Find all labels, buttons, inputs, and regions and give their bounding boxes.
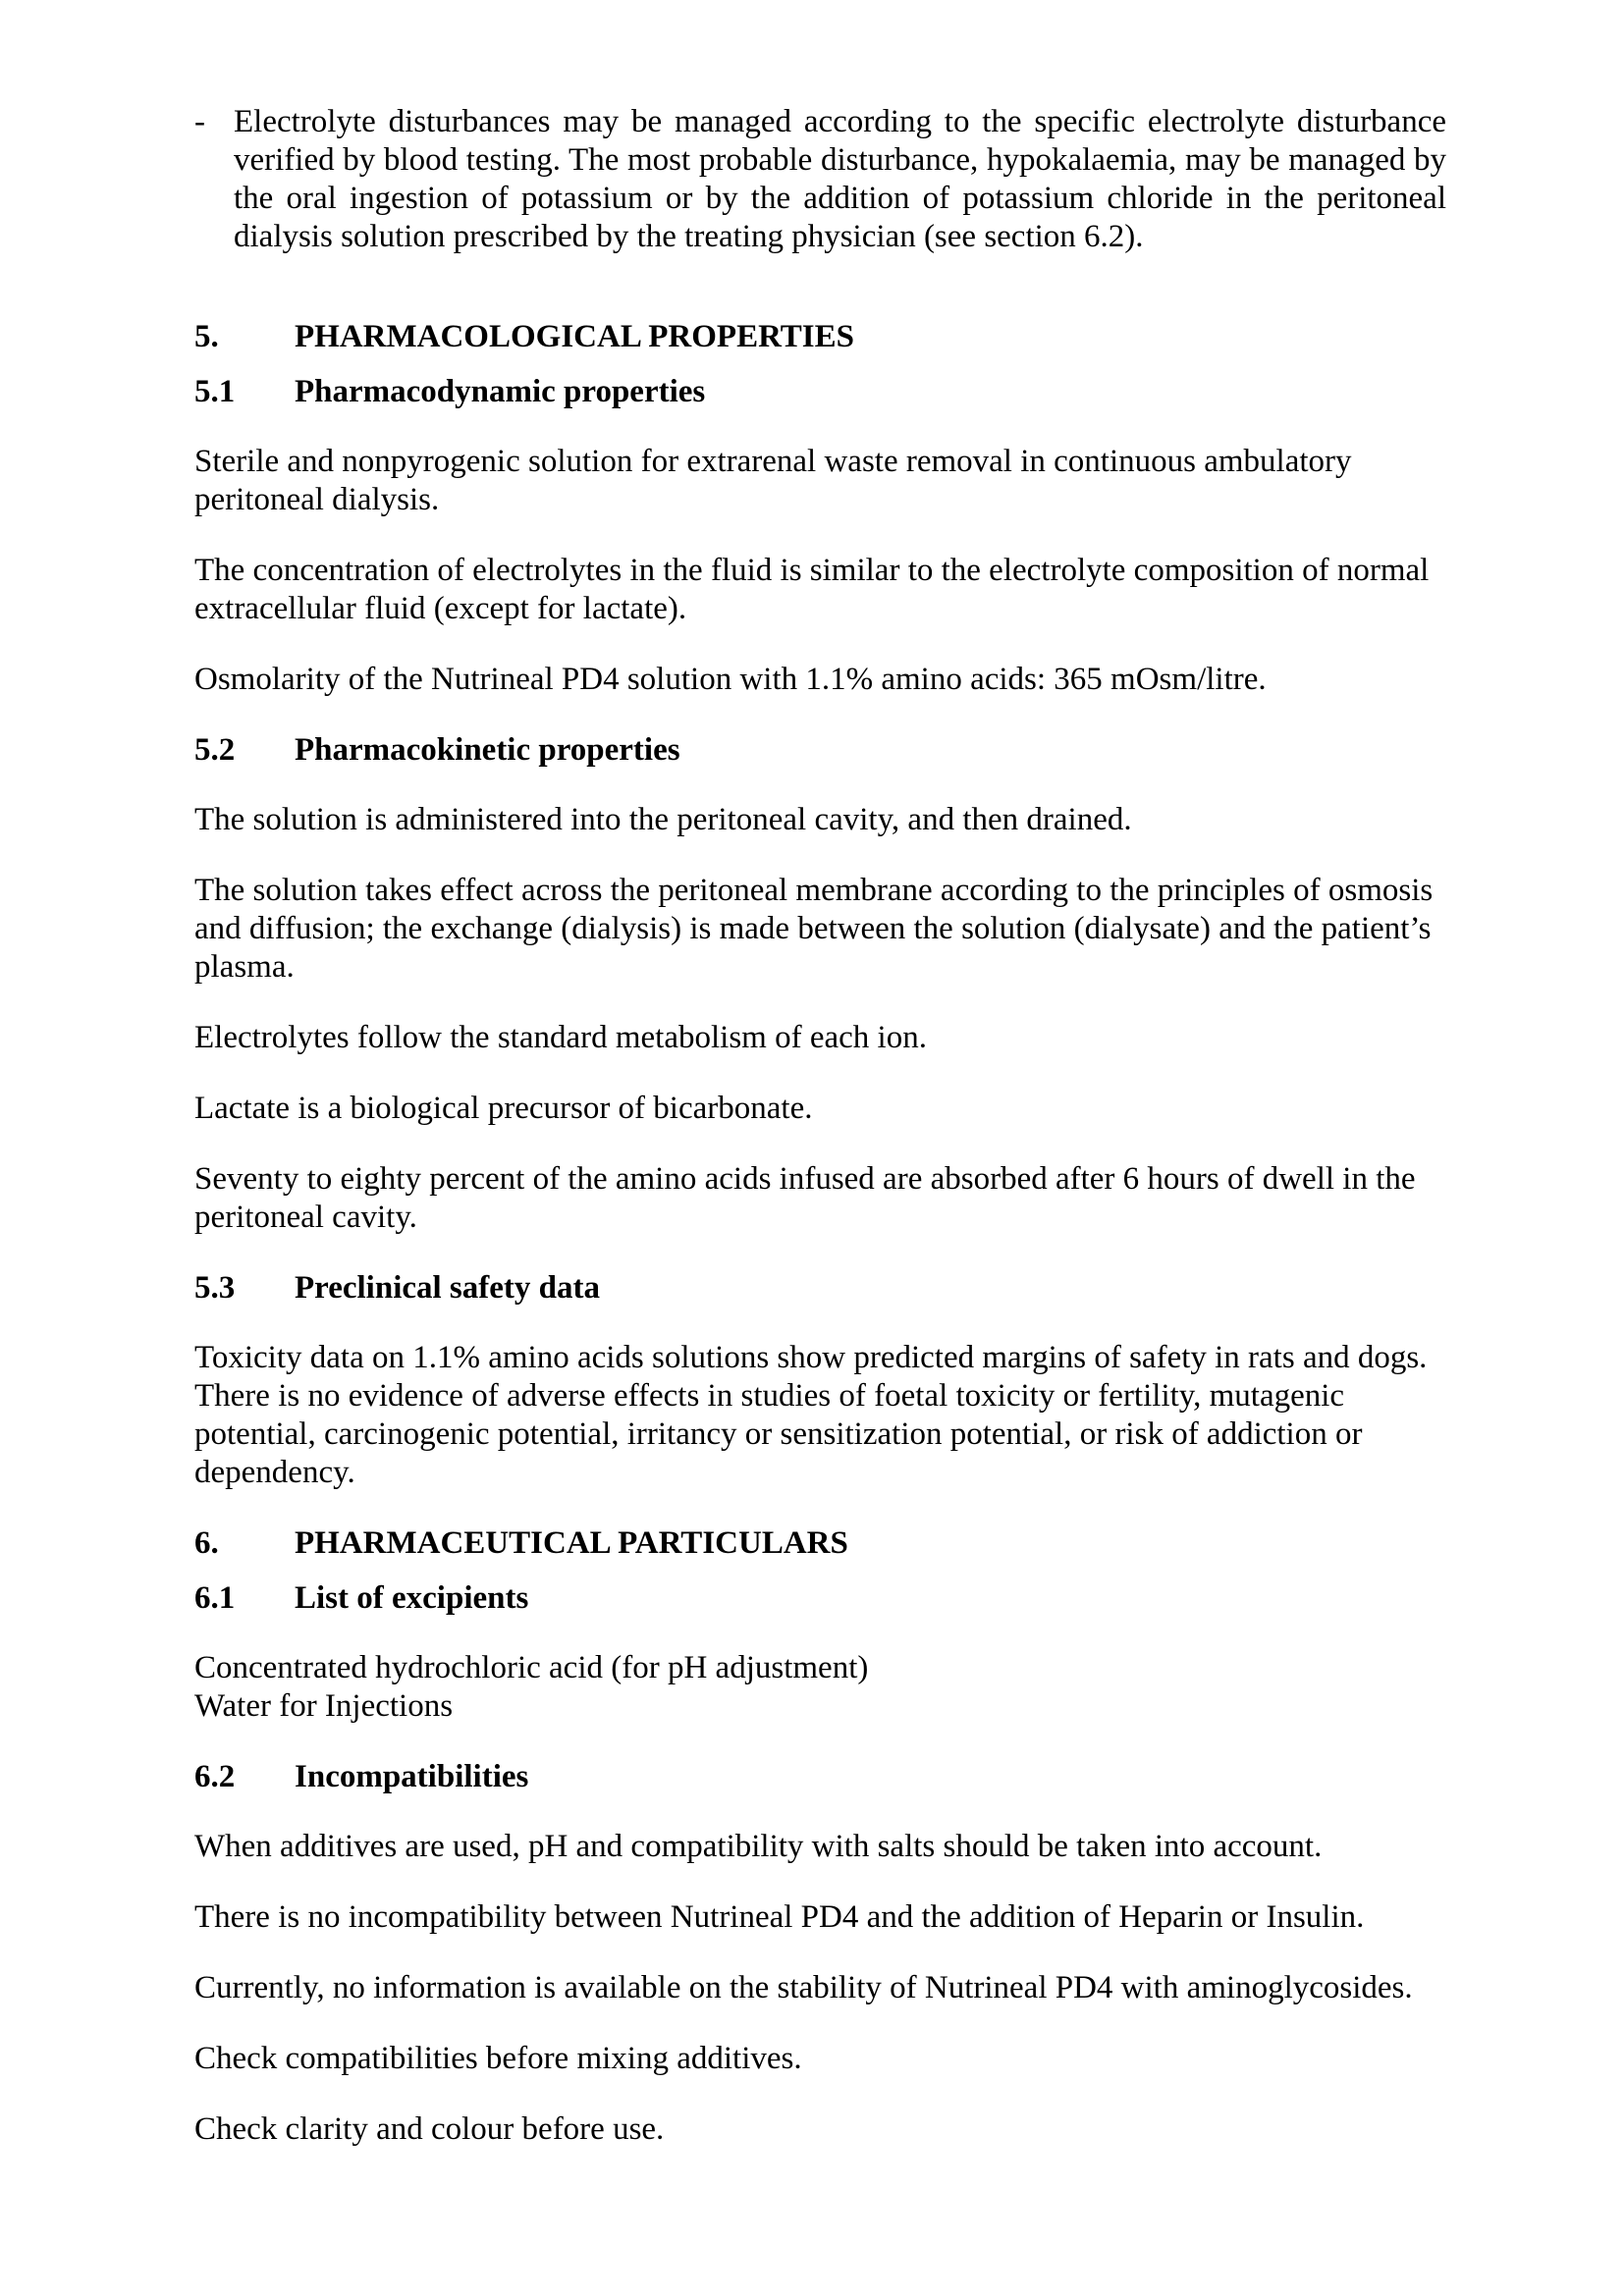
paragraph: Check compatibilities before mixing additives. — [194, 2041, 802, 2076]
paragraph: Currently, no information is available on the stability of Nutrineal PD4 with aminoglycosides. — [194, 1970, 1413, 2005]
paragraph: There is no incompatibility between Nutrineal PD4 and the addition of Heparin or Insulin. — [194, 1899, 1365, 1935]
section-title: List of excipients — [295, 1580, 529, 1616]
paragraph: Seventy to eighty percent of the amino acids infused are absorbed after 6 hours of dwell in the peritoneal cavity. — [194, 1161, 1416, 1235]
electrolyte-bullet — [194, 103, 1446, 256]
document-page — [194, 103, 1446, 2149]
paragraph: Osmolarity of the Nutrineal PD4 solution with 1.1% amino acids: 365 mOsm/litre. — [194, 662, 1267, 697]
section-title: Pharmacodynamic properties — [295, 374, 706, 409]
paragraph: Electrolytes follow the standard metabolism of each ion. — [194, 1020, 927, 1055]
section-number: 5.3 — [194, 1270, 236, 1306]
paragraph: The solution is administered into the peritoneal cavity, and then drained. — [194, 802, 1132, 837]
section-title: PHARMACOLOGICAL PROPERTIES — [295, 319, 854, 354]
section-number: 5.2 — [194, 732, 236, 768]
section-6-2-heading — [194, 1758, 1446, 1796]
excipient-item: Water for Injections — [194, 1688, 454, 1724]
paragraph: Lactate is a biological precursor of bicarbonate. — [194, 1091, 813, 1126]
paragraph: Toxicity data on 1.1% amino acids solutions show predicted margins of safety in rats and dogs. There is no evidence of adverse effects in studies of foetal toxicity or fertility, mutagenic potential, carcinogenic potential, irritancy or sensitization potential, or risk of addiction or dependency. — [194, 1340, 1428, 1490]
paragraph: The solution takes effect across the peritoneal membrane according to the principles of osmosis and diffusion; the exchange (dialysis) is made between the solution (dialysate) and the patient’s plasma. — [194, 873, 1434, 985]
paragraph: Check clarity and colour before use. — [194, 2111, 665, 2147]
section-title: PHARMACEUTICAL PARTICULARS — [295, 1525, 848, 1561]
section-6-1-heading — [194, 1579, 1446, 1618]
paragraph: When additives are used, pH and compatibility with salts should be taken into account. — [194, 1829, 1323, 1864]
excipient-list — [194, 1649, 1446, 1726]
section-number: 6.2 — [194, 1759, 236, 1794]
section-5-2-heading — [194, 731, 1446, 770]
section-5-heading — [194, 318, 1446, 356]
paragraph: Sterile and nonpyrogenic solution for extrarenal waste removal in continuous ambulatory peritoneal dialysis. — [194, 444, 1352, 517]
section-number: 6. — [194, 1525, 219, 1561]
excipient-item: Concentrated hydrochloric acid (for pH adjustment) — [194, 1650, 869, 1685]
section-number: 5.1 — [194, 374, 236, 409]
section-number: 6.1 — [194, 1580, 236, 1616]
section-5-1-heading — [194, 373, 1446, 411]
bullet-text: Electrolyte disturbances may be managed according to the specific electrolyte disturbance verified by blood testing. The most probable disturbance, hypokalaemia, may be managed by the oral ingestion of potassium or by the addition of potassium chloride in the peritoneal dialysis solution prescribed by the treating physician (see section 6.2). — [234, 104, 1446, 254]
paragraph: The concentration of electrolytes in the fluid is similar to the electrolyte composition of normal extracellular fluid (except for lactate). — [194, 553, 1430, 626]
section-title: Pharmacokinetic properties — [295, 732, 680, 768]
section-6-heading — [194, 1524, 1446, 1563]
section-title: Preclinical safety data — [295, 1270, 600, 1306]
bullet-mark: - — [194, 104, 205, 139]
section-number: 5. — [194, 319, 219, 354]
section-5-3-heading — [194, 1269, 1446, 1308]
section-title: Incompatibilities — [295, 1759, 529, 1794]
